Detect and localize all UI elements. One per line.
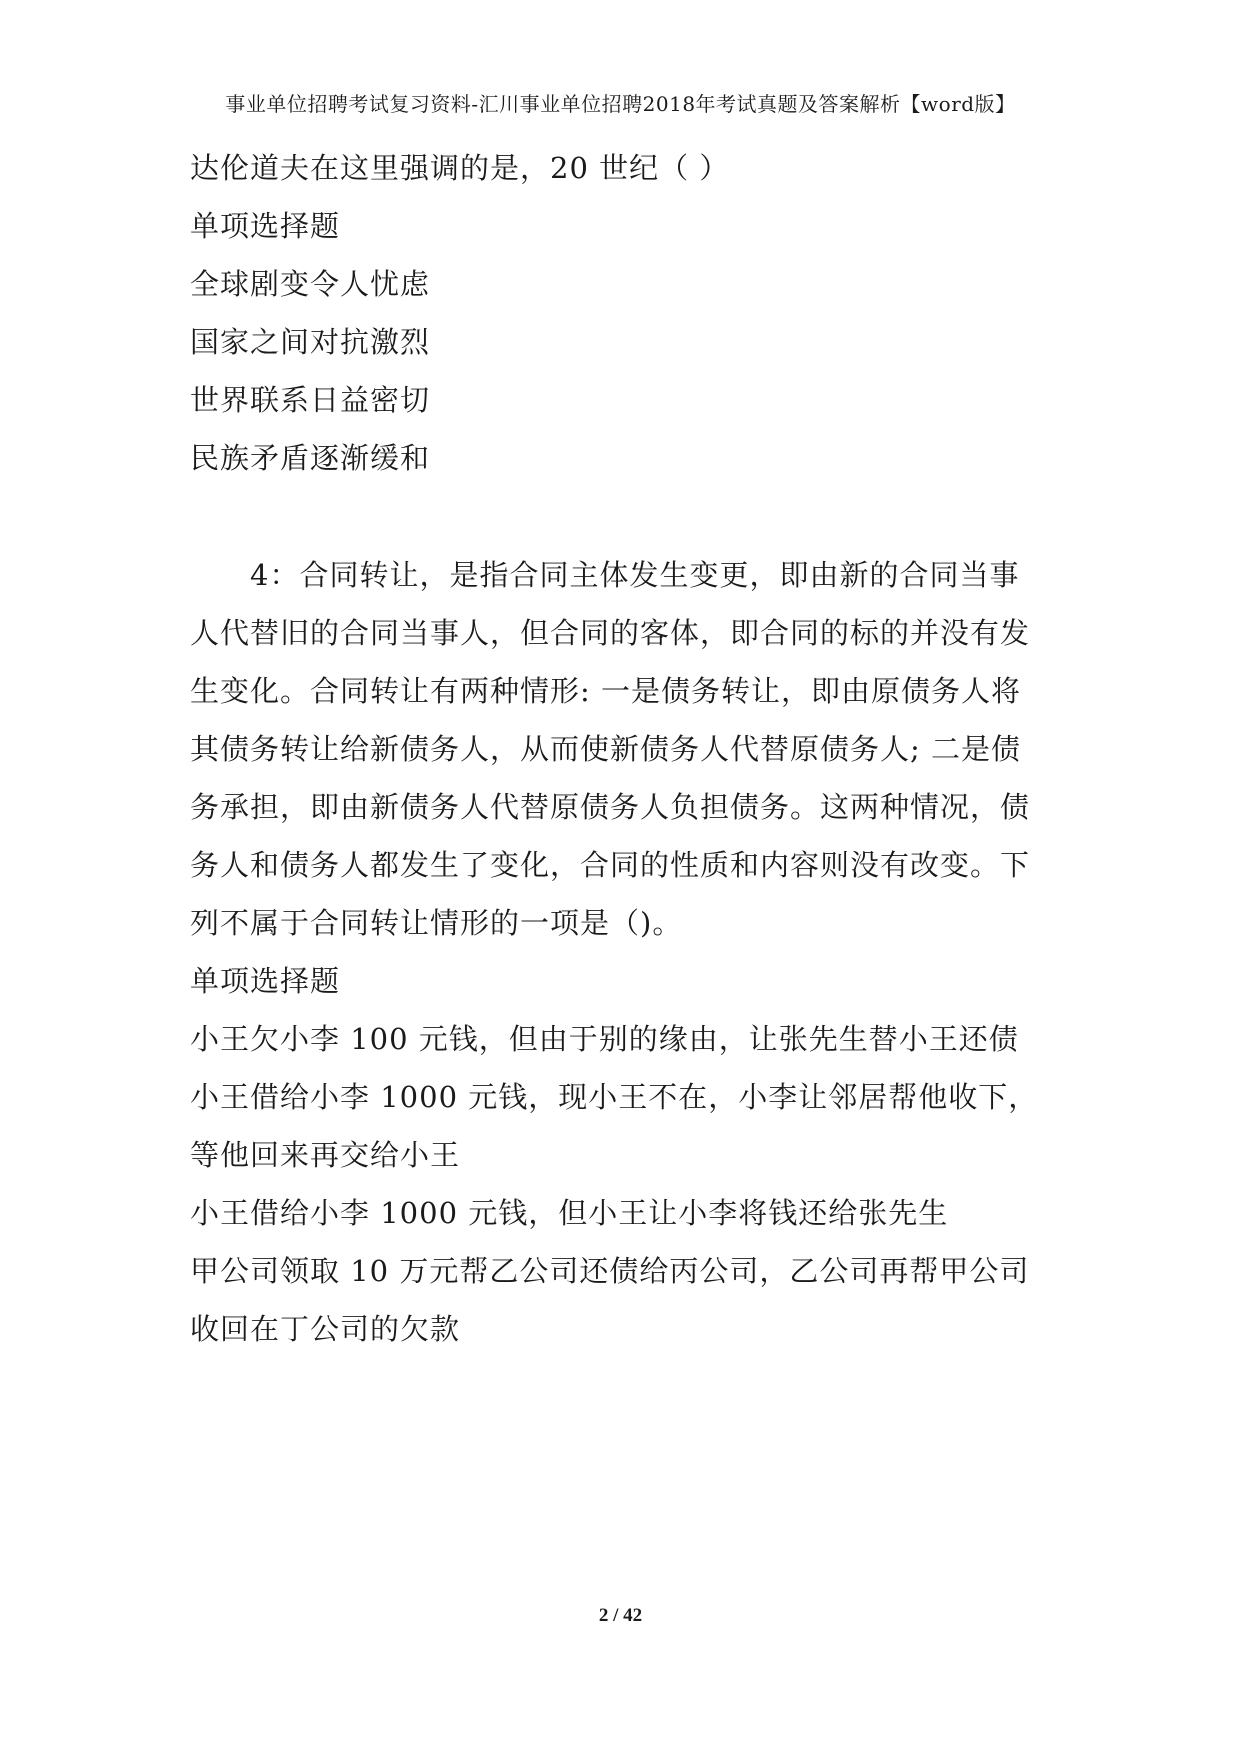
question-3-option-d: 民族矛盾逐渐缓和	[190, 441, 431, 475]
question-4-option-line: 等他回来再交给小王	[190, 1138, 461, 1172]
question-4-stem-line: 务人和债务人都发生了变化，合同的性质和内容则没有改变。下	[190, 848, 1031, 882]
question-4-stem-line: 列不属于合同转让情形的一项是（)。	[190, 906, 683, 940]
question-3-option-b: 国家之间对抗激烈	[190, 325, 431, 359]
question-4-stem-line: 生变化。合同转让有两种情形: 一是债务转让，即由原债务人将	[190, 674, 1021, 708]
question-4-type: 单项选择题	[190, 964, 341, 998]
question-4-option-line: 收回在丁公司的欠款	[190, 1312, 461, 1346]
question-4-option-line: 小王借给小李 1000 元钱，但小王让小李将钱还给张先生	[190, 1196, 949, 1230]
question-4-option-line: 小王借给小李 1000 元钱，现小王不在，小李让邻居帮他收下，	[190, 1080, 1039, 1114]
question-4-option-line: 甲公司领取 10 万元帮乙公司还债给丙公司，乙公司再帮甲公司	[190, 1254, 1030, 1288]
question-3-type: 单项选择题	[190, 209, 341, 243]
question-4-option-line: 小王欠小李 100 元钱，但由于别的缘由，让张先生替小王还债	[190, 1022, 1019, 1056]
question-4-stem-line: 4：合同转让，是指合同主体发生变更，即由新的合同当事	[250, 558, 1020, 592]
question-4-stem-line: 其债务转让给新债务人，从而使新债务人代替原债务人; 二是债	[190, 732, 1021, 766]
question-3-option-c: 世界联系日益密切	[190, 383, 431, 417]
question-4-stem-line: 务承担，即由新债务人代替原债务人负担债务。这两种情况，债	[190, 790, 1031, 824]
question-4-stem-line: 人代替旧的合同当事人，但合同的客体，即合同的标的并没有发	[190, 616, 1031, 650]
page-number: 2 / 42	[598, 1605, 643, 1626]
question-3-option-a: 全球剧变令人忧虑	[190, 267, 431, 301]
page-header: 事业单位招聘考试复习资料-汇川事业单位招聘2018年考试真题及答案解析【word版】	[225, 92, 1016, 116]
question-3-stem: 达伦道夫在这里强调的是，20 世纪（ ）	[190, 151, 730, 185]
